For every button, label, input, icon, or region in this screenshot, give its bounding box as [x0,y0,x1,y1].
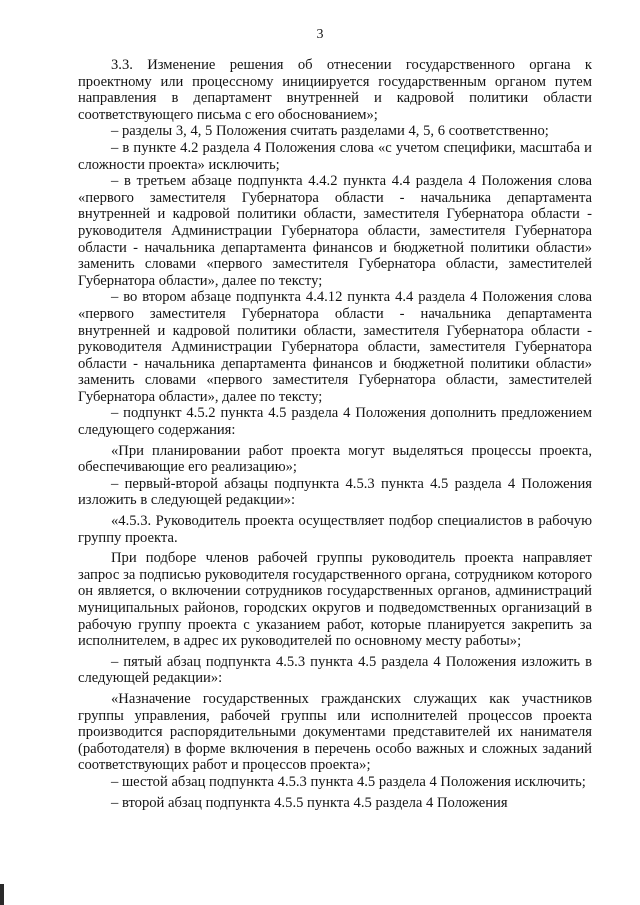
paragraph-item-4-5-3-fifth: – пятый абзац подпункта 4.5.3 пункта 4.5 раздела 4 Положения изложить в следующей редакции»: [78,653,592,687]
paragraph-item-4-5-3-sixth: – шестой абзац подпункта 4.5.3 пункта 4.5 раздела 4 Положения исключить; [111,773,586,790]
paragraph-item-4-4-2: – в третьем абзаце подпункта 4.4.2 пункта 4.4 раздела 4 Положения слова «первого заместителя Губернатора области - начальника департамента внутренней и кадровой политики области, заместителя Губернатора области - руководителя Администрации Губернатора области, заместителя Губернатора области - начальника департамента финансов и бюджетной политики области» заменить словами «первого заместителя Губернатора области, заместителей Губернатора области», далее по тексту; [78,173,592,289]
paragraph-item-4-2: – в пункте 4.2 раздела 4 Положения слова «с учетом специфики, масштаба и сложности проекта» исключить; [78,139,592,173]
paragraph-quote-4-5-3: «4.5.3. Руководитель проекта осуществляет подбор специалистов в рабочую группу проекта. [78,513,592,546]
paragraph-3-3: 3.3. Изменение решения об отнесении государственного органа к проектному или процессному инициируется государственным органом путем направления в департамент внутренней и кадровой политики области соответствующего письма с его обоснованием»; [78,57,592,123]
document-body [78,57,592,811]
paragraph-item-4-5-3-first: – первый-второй абзацы подпункта 4.5.3 пункта 4.5 раздела 4 Положения изложить в следующей редакции»: [78,475,592,509]
paragraph-item-4-5-5: – второй абзац подпункта 4.5.5 пункта 4.5 раздела 4 Положения [111,794,508,811]
paragraph-sections-renumber: – разделы 3, 4, 5 Положения считать разделами 4, 5, 6 соответственно; [111,123,549,140]
page-number: 3 [316,27,324,42]
paragraph-quote-planning: «При планировании работ проекта могут выделяться процессы проекта, обеспечивающие его реализацию»; [78,442,592,476]
paragraph-selection: При подборе членов рабочей группы руководитель проекта направляет запрос за подписью руководителя государственного органа, сотрудником которого он является, о включении сотрудников государственных органов, администраций муниципальных районов, городских округов и подведомственных организаций в рабочую группу проекта с указанием работ, которые планируется закрепить за исполнителем, в адрес их руководителей по основному месту работы»; [78,550,592,650]
paragraph-item-4-5-2: – подпункт 4.5.2 пункта 4.5 раздела 4 Положения дополнить предложением следующего содержания: [78,405,592,439]
paragraph-item-4-4-12: – во втором абзаце подпункта 4.4.12 пункта 4.4 раздела 4 Положения слова «первого заместителя Губернатора области - начальника департамента внутренней и кадровой политики области, заместителя Губернатора области - руководителя Администрации Губернатора области, заместителя Губернатора области - начальника департамента финансов и бюджетной политики области» заменить словами «первого заместителя Губернатора области, заместителей Губернатора области», далее по тексту; [78,289,592,405]
paragraph-quote-appointment: «Назначение государственных гражданских служащих как участников группы управления, рабочей группы или исполнителей процессов проекта производится распорядительными документами представителей их нанимателя (работодателя) в форме включения в перечень особо важных и сложных заданий соответствующих работ и процессов проекта»; [78,690,592,774]
scan-edge-mark [0,884,4,905]
